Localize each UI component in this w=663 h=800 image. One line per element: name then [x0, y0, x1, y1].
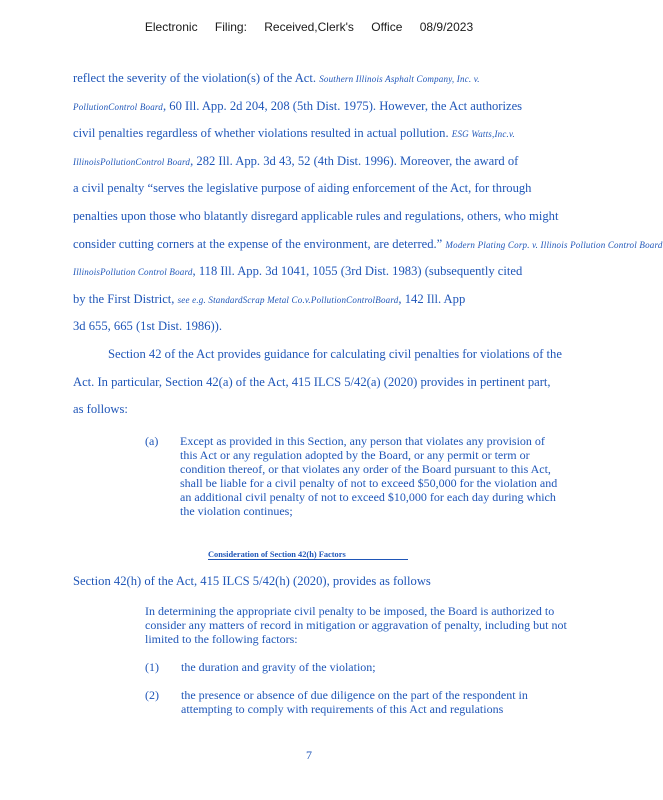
text-line: a civil penalty “serves the legislative purpose of aiding enforcement of the Act, for through [73, 181, 532, 196]
header-electronic: Electronic [144, 20, 198, 34]
header-date: 08/9/2023 [419, 20, 474, 34]
item-text: the duration and gravity of the violation; [181, 660, 376, 674]
document-body [73, 65, 663, 424]
text-line: reflect the severity of the violation(s) of the Act. Southern Illinois Asphalt Company, Inc. v. [73, 71, 480, 85]
item-number: (2) [145, 688, 159, 702]
text-line: IllinoisPollutionControl Board, 282 Ill. App. 3d 43, 52 (4th Dist. 1996). Moreover, the award of [73, 153, 519, 168]
header-office: Office [371, 20, 403, 34]
paragraph-line: Act. In particular, Section 42(a) of the Act, 415 ILCS 5/42(a) (2020) provides in pertinent part, [73, 374, 551, 389]
list-item [145, 688, 575, 716]
item-text: the presence or absence of due diligence on the part of the respondent in attempting to comply with requirements of this Act and regulations [181, 688, 528, 716]
text-line: consider cutting corners at the expense of the environment, are deterred.” Modern Plating Corp. v. Illinois Pollution Control Board [73, 236, 663, 251]
text-line: penalties upon those who blatantly disregard applicable rules and regulations, others, who might [73, 208, 559, 223]
section-42h-intro: Section 42(h) of the Act, 415 ILCS 5/42(h) (2020), provides as follows [73, 574, 431, 588]
text-line: 3d 655, 665 (1st Dist. 1986)). [73, 319, 223, 334]
page-number: 7 [306, 748, 312, 762]
paragraph-line: Section 42 of the Act provides guidance for calculating civil penalties for violations of the [108, 346, 562, 361]
item-number: (1) [145, 660, 159, 674]
filing-header [0, 20, 618, 34]
paragraph-line: as follows: [73, 402, 128, 417]
text-line: IllinoisPollution Control Board, 118 Ill. App. 3d 1041, 1055 (3rd Dist. 1983) (subsequently cited [73, 264, 523, 279]
block-text: Except as provided in this Section, any person that violates any provision of this Act or any regulation adopted by the Board, or any permit or term or condition thereof, or that violates any order of the Board pursuant to this Act, shall be liable for a civil penalty of not to exceed $50,000 for the violation and an additional civil penalty of not to exceed $10,000 for each day during which the violation continues; [180, 434, 558, 518]
text-line: civil penalties regardless of whether violations resulted in actual pollution. ESG Watts,Inc.v. [73, 126, 515, 141]
header-received: Received,Clerk's [264, 20, 354, 34]
quoted-block [145, 434, 565, 518]
header-filing: Filing: [214, 20, 247, 34]
block-label: (a) [145, 434, 159, 448]
text-line: PollutionControl Board, 60 Ill. App. 2d 204, 208 (5th Dist. 1975). However, the Act authorizes [73, 98, 523, 113]
list-item [145, 660, 575, 674]
factors-intro: In determining the appropriate civil penalty to be imposed, the Board is authorized to consider any matters of record in mitigation or aggravation of penalty, including but not limited to the following factors: [145, 604, 567, 646]
section-subheading: Consideration of Section 42(h) Factors [208, 550, 408, 560]
text-line: by the First District, see e.g. StandardScrap Metal Co.v.PollutionControlBoard, 142 Ill. App [73, 291, 466, 306]
